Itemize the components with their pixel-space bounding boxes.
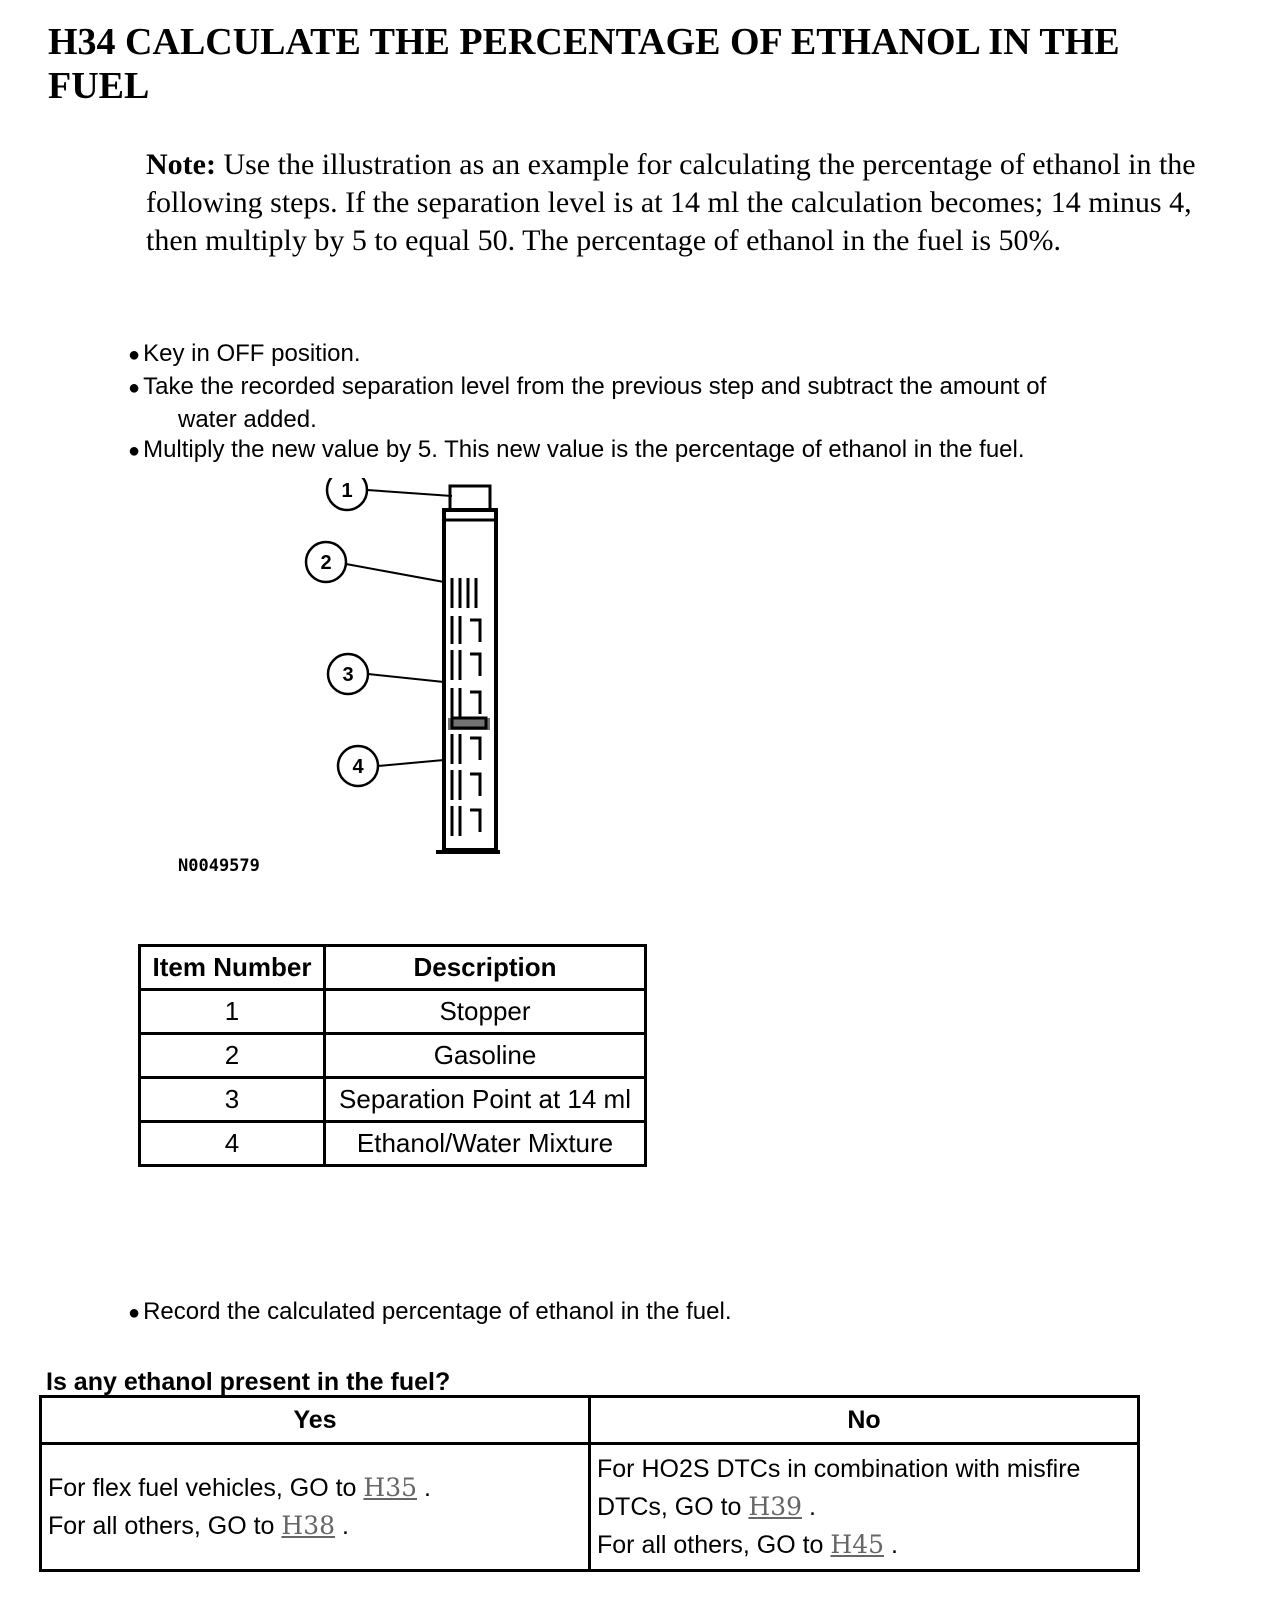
callout-4-label: 4 [352,756,364,778]
description-cell: Separation Point at 14 ml [325,1078,646,1122]
callout-2-label: 2 [320,552,332,574]
figure-id: N0049579 [178,856,260,876]
bullet-icon: ● [128,1302,141,1324]
step-record [128,1296,1238,1329]
bullet-icon: ● [128,377,141,399]
yes-line-1: For flex fuel vehicles, GO to H35 . [48,1473,431,1502]
description-cell: Gasoline [325,1034,646,1078]
description-cell: Ethanol/Water Mixture [325,1122,646,1166]
decision-question: Is any ethanol present in the fuel? [46,1368,451,1396]
stopper-shape [450,486,490,510]
decision-table [39,1395,1140,1572]
item-legend-table [138,944,647,1167]
step-text: Record the calculated percentage of ethanol in the fuel. [143,1298,732,1325]
table-row [140,990,646,1034]
col-header-description: Description [325,946,646,990]
separation-band [448,718,490,730]
step-subtract-water [128,371,1238,435]
step-text: Multiply the new value by 5. This new value is the percentage of ethanol in the fuel. [143,436,1025,463]
note-label: Note: [146,148,216,181]
yes-header: Yes [41,1397,590,1444]
description-cell: Stopper [325,990,646,1034]
table-row [140,1122,646,1166]
no-line-1: For HO2S DTCs in combination with misfire [597,1455,1081,1483]
link-h35[interactable]: H35 [363,1473,418,1502]
callout-1-label: 1 [341,480,353,502]
table-row [140,1078,646,1122]
step-text: Key in OFF position. [143,340,361,367]
no-line-2: DTCs, GO to H39 . [597,1492,816,1521]
step-text: Take the recorded separation level from the previous step and subtract the amount of [143,373,1047,400]
table-row [140,1034,646,1078]
callout-3-label: 3 [342,664,354,686]
bullet-icon: ● [128,344,141,366]
no-header: No [590,1397,1139,1444]
link-h39[interactable]: H39 [748,1492,803,1521]
link-h38[interactable]: H38 [281,1511,336,1540]
note-text: Use the illustration as an example for calculating the percentage of ethanol in the following steps. If the separation level is at 14 ml the calculation becomes; 14 minus 4, then multiply by 5 to equal 50. The percentage of ethanol in the fuel is 50%. [146,148,1196,257]
step-multiply [128,434,1238,467]
page-title: H34 CALCULATE THE PERCENTAGE OF ETHANOL IN THE FUEL [48,21,1120,107]
link-h45[interactable]: H45 [830,1530,885,1559]
yes-line-2: For all others, GO to H38 . [48,1511,349,1540]
item-number-cell: 4 [140,1122,325,1166]
no-cell [590,1444,1139,1571]
bullet-icon: ● [128,440,141,462]
item-number-cell: 1 [140,990,325,1034]
item-number-cell: 3 [140,1078,325,1122]
yes-cell [41,1444,590,1571]
step-text-continued: water added. [178,406,317,433]
no-line-3: For all others, GO to H45 . [597,1530,898,1559]
step-key-off [128,338,1238,371]
cylinder-illustration [170,478,530,878]
note-paragraph [146,146,1236,260]
graduated-cylinder-diagram [170,478,530,898]
item-number-cell: 2 [140,1034,325,1078]
col-header-item-number: Item Number [140,946,325,990]
